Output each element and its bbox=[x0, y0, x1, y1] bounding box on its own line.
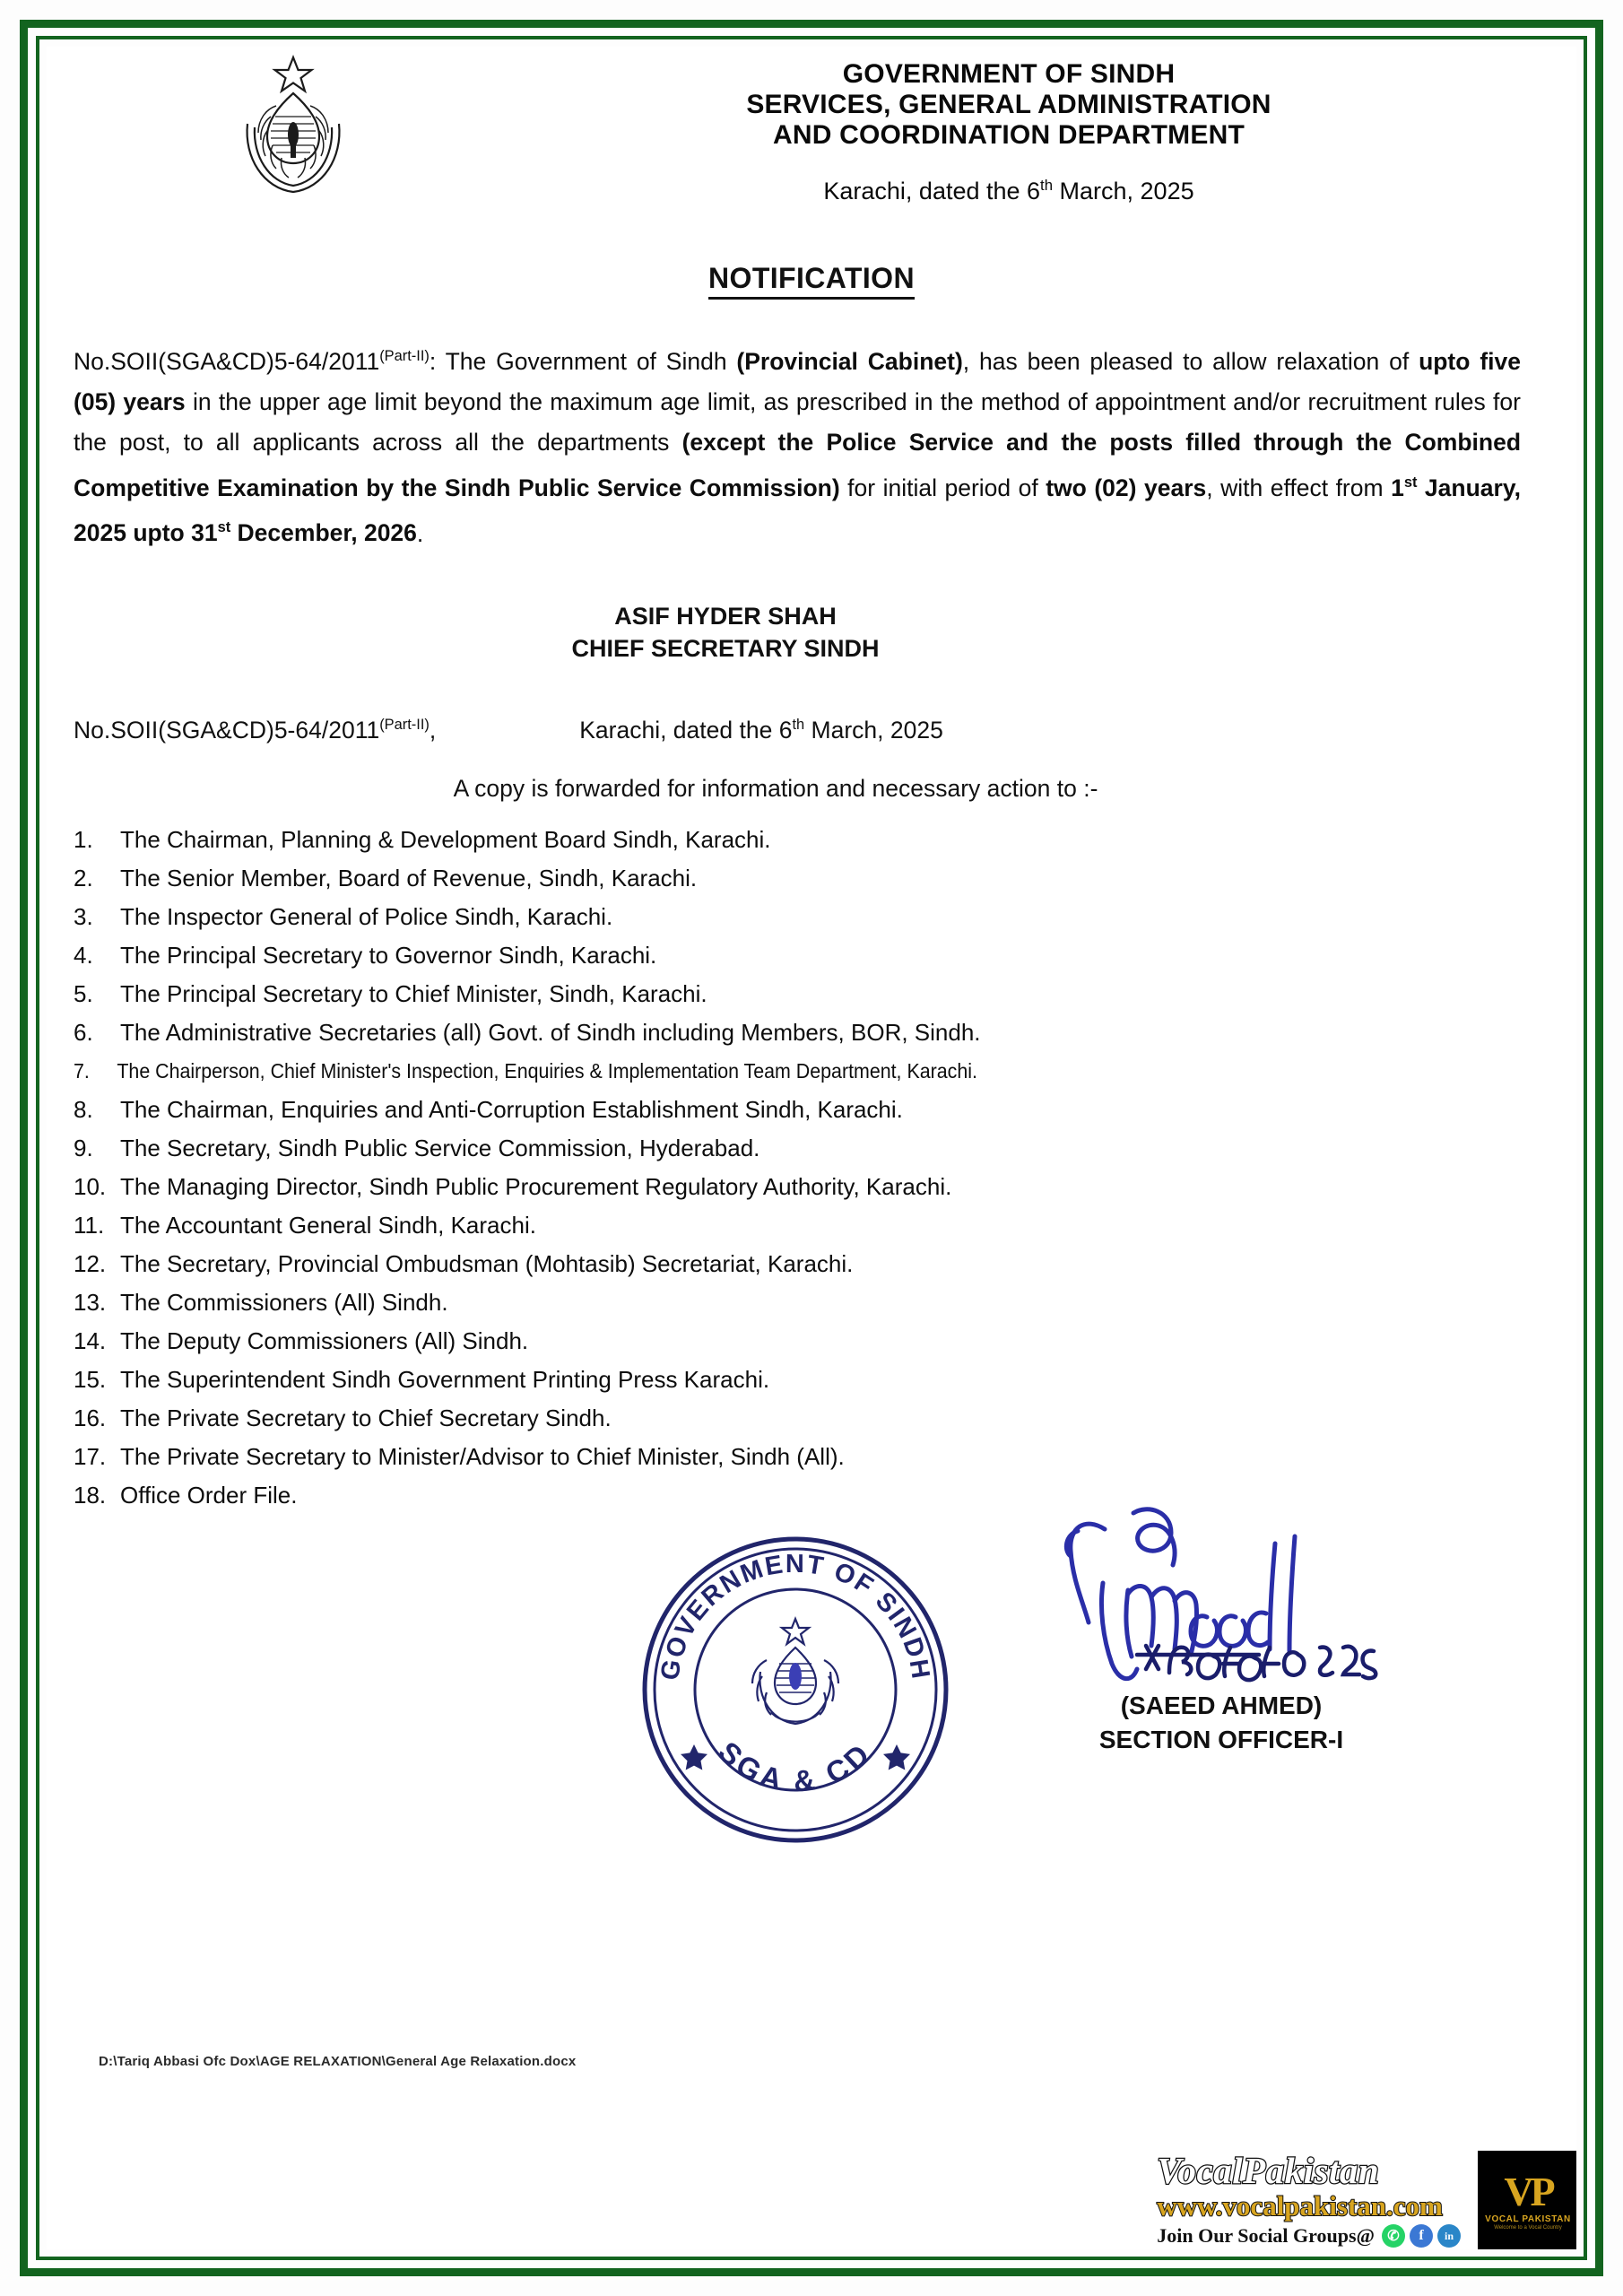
primary-signatory-name: ASIF HYDER SHAH bbox=[614, 603, 837, 631]
list-item-label: The Chairperson, Chief Minister's Inspection, Enquiries & Implementation Team Department, Karachi. bbox=[117, 1059, 977, 1083]
list-item bbox=[74, 936, 1576, 975]
list-item-number: 8. bbox=[74, 1096, 93, 1124]
svg-text:SGA & CD: SGA & CD bbox=[712, 1735, 880, 1799]
list-item-label: The Managing Director, Sindh Public Procurement Regulatory Authority, Karachi. bbox=[120, 1173, 952, 1201]
header-place-date bbox=[468, 172, 1549, 204]
list-item-label: The Chairman, Planning & Development Board Sindh, Karachi. bbox=[120, 826, 771, 854]
list-item-label: The Principal Secretary to Chief Minister, Sindh, Karachi. bbox=[120, 980, 707, 1008]
endorsement-place-date bbox=[579, 717, 943, 744]
body-segment-0: : The Government of Sindh bbox=[429, 347, 737, 375]
list-item-label: The Private Secretary to Minister/Advisor to Chief Minister, Sindh (All). bbox=[120, 1443, 845, 1471]
body-segment-9: 1st January, 2025 upto 31st December, 2026 bbox=[74, 474, 1521, 547]
list-item-number: 15. bbox=[74, 1366, 107, 1394]
watermark-join-row bbox=[1157, 2224, 1465, 2248]
endorsement-date-ordinal: th bbox=[792, 717, 805, 734]
list-item bbox=[74, 975, 1576, 1013]
list-item bbox=[74, 1013, 1576, 1052]
header-org-block bbox=[468, 59, 1549, 204]
list-item bbox=[74, 1283, 1576, 1322]
body-segment-5: (except the Police Service and the posts filled through the Combined Competitive Examination by the Sindh Public Service Commission) bbox=[74, 428, 1522, 501]
list-item-number: 14. bbox=[74, 1327, 107, 1355]
list-item bbox=[74, 1245, 1576, 1283]
list-item bbox=[74, 1322, 1576, 1361]
list-item-number: 3. bbox=[74, 903, 93, 931]
secondary-signatory-text bbox=[988, 1689, 1454, 1757]
body-segment-3: upto five (05) years bbox=[74, 347, 1521, 415]
source-file-path: D:\Tariq Abbasi Ofc Dox\AGE RELAXATION\General Age Relaxation.docx bbox=[99, 2054, 577, 2069]
document-sheet bbox=[47, 47, 1576, 2249]
notification-reference-part: (Part-II) bbox=[379, 348, 430, 364]
page-title bbox=[47, 262, 1576, 295]
list-item bbox=[74, 1129, 1576, 1168]
document-header bbox=[47, 47, 1576, 230]
header-date-ordinal: th bbox=[1040, 177, 1054, 194]
org-line-2: SERVICES, GENERAL ADMINISTRATION bbox=[746, 90, 1271, 119]
list-item-label: The Secretary, Sindh Public Service Commission, Hyderabad. bbox=[120, 1135, 760, 1162]
secondary-signatory-designation: SECTION OFFICER-I bbox=[1098, 1726, 1344, 1754]
body-segment-2: , has been pleased to allow relaxation of bbox=[962, 347, 1419, 375]
notification-body-text bbox=[74, 348, 1521, 547]
list-item bbox=[74, 1438, 1576, 1476]
endorsement-date-suffix: March, 2025 bbox=[804, 717, 943, 744]
list-item bbox=[74, 821, 1576, 859]
list-item-label: The Secretary, Provincial Ombudsman (Mohtasib) Secretariat, Karachi. bbox=[120, 1250, 854, 1278]
list-item-number: 10. bbox=[74, 1173, 107, 1201]
list-item-number: 7. bbox=[74, 1059, 90, 1083]
header-date-prefix: Karachi, dated the 6 bbox=[823, 178, 1041, 204]
linkedin-icon[interactable] bbox=[1437, 2224, 1461, 2248]
endorsement-reference-row bbox=[74, 717, 1521, 744]
svg-text:GOVERNMENT OF SINDH: GOVERNMENT OF SINDH bbox=[655, 1550, 935, 1683]
list-item-number: 11. bbox=[74, 1212, 105, 1239]
list-item-label: The Superintendent Sindh Government Printing Press Karachi. bbox=[120, 1366, 770, 1394]
list-item bbox=[74, 1091, 1576, 1129]
primary-signatory-block bbox=[74, 600, 1377, 665]
header-date-suffix: March, 2025 bbox=[1053, 178, 1194, 204]
body-segment-7: two (02) years bbox=[1046, 474, 1207, 501]
endorsement-reference-part: (Part-II) bbox=[379, 717, 430, 734]
watermark-logo-name: VOCAL PAKISTAN bbox=[1485, 2214, 1571, 2224]
list-item-label: The Administrative Secretaries (all) Govt. of Sindh including Members, BOR, Sindh. bbox=[120, 1019, 981, 1047]
list-item-label: The Commissioners (All) Sindh. bbox=[120, 1289, 448, 1317]
body-segment-4: in the upper age limit beyond the maximum age limit, as prescribed in the method of appointment and/or recruitment rules for the post, to all applicants across all the departments bbox=[74, 387, 1521, 456]
official-round-stamp-icon bbox=[638, 1533, 952, 1847]
facebook-icon[interactable] bbox=[1410, 2224, 1433, 2248]
secondary-signatory-name: (SAEED AHMED) bbox=[1120, 1692, 1323, 1720]
list-item-number: 1. bbox=[74, 826, 93, 854]
list-item-label: The Private Secretary to Chief Secretary Sindh. bbox=[120, 1405, 612, 1432]
sindh-government-emblem-icon bbox=[226, 52, 360, 204]
list-item bbox=[74, 1361, 1576, 1399]
list-item-number: 4. bbox=[74, 942, 93, 970]
list-item-label: The Deputy Commissioners (All) Sindh. bbox=[120, 1327, 529, 1355]
copy-forwarded-line: A copy is forwarded for information and necessary action to :- bbox=[453, 775, 1098, 803]
notification-reference-no: No.SOII(SGA&CD)5-64/2011 bbox=[74, 347, 380, 375]
list-item bbox=[74, 1168, 1576, 1206]
list-item-number: 13. bbox=[74, 1289, 107, 1317]
endorsement-reference-no: No.SOII(SGA&CD)5-64/2011 bbox=[74, 717, 380, 744]
body-segment-8: , with effect from bbox=[1206, 474, 1392, 501]
watermark-brand: VocalPakistan bbox=[1157, 2150, 1380, 2191]
list-item-number: 12. bbox=[74, 1250, 107, 1278]
whatsapp-icon[interactable] bbox=[1382, 2224, 1405, 2248]
list-item-label: Office Order File. bbox=[120, 1482, 298, 1509]
list-item bbox=[74, 1476, 1576, 1515]
endorsement-reference bbox=[74, 717, 436, 744]
list-item bbox=[74, 1399, 1576, 1438]
watermark-join-label: Join Our Social Groups@ bbox=[1157, 2224, 1375, 2247]
linkedin-icon-glyph: in bbox=[1444, 2229, 1454, 2242]
body-segment-1: (Provincial Cabinet) bbox=[736, 347, 963, 375]
watermark-text-block bbox=[1150, 2145, 1474, 2249]
list-item-number: 5. bbox=[74, 980, 93, 1008]
org-line-3: AND COORDINATION DEPARTMENT bbox=[773, 120, 1245, 150]
watermark-website[interactable]: www.vocalpakistan.com bbox=[1157, 2190, 1443, 2222]
list-item-label: The Principal Secretary to Governor Sindh, Karachi. bbox=[120, 942, 657, 970]
list-item-label: The Senior Member, Board of Revenue, Sindh, Karachi. bbox=[120, 865, 698, 892]
endorsement-reference-suffix: , bbox=[429, 717, 437, 744]
list-item-number: 17. bbox=[74, 1443, 107, 1471]
watermark-logo-mark: VP bbox=[1504, 2169, 1552, 2214]
list-item-number: 16. bbox=[74, 1405, 107, 1432]
watermark-logo-subtitle: Welcome to a Vocal Country bbox=[1494, 2225, 1562, 2231]
list-item-number: 2. bbox=[74, 865, 93, 892]
watermark-logo-tile bbox=[1478, 2151, 1576, 2249]
stamp-and-signature-area bbox=[47, 1511, 1576, 1897]
org-line-1: GOVERNMENT OF SINDH bbox=[842, 59, 1176, 89]
endorsement-date-prefix: Karachi, dated the 6 bbox=[579, 717, 793, 744]
list-item bbox=[74, 859, 1576, 898]
list-item-label: The Chairman, Enquiries and Anti-Corruption Establishment Sindh, Karachi. bbox=[120, 1096, 903, 1124]
distribution-list bbox=[74, 821, 1576, 1515]
body-segment-6: for initial period of bbox=[839, 474, 1046, 501]
page-title-text: NOTIFICATION bbox=[708, 262, 915, 300]
list-item-number: 9. bbox=[74, 1135, 93, 1162]
list-item-label: The Inspector General of Police Sindh, Karachi. bbox=[120, 903, 613, 931]
list-item-number: 18. bbox=[74, 1482, 107, 1509]
notification-body bbox=[74, 336, 1521, 665]
list-item-label: The Accountant General Sindh, Karachi. bbox=[120, 1212, 536, 1239]
list-item bbox=[74, 898, 1576, 936]
body-segment-10: . bbox=[416, 519, 424, 547]
primary-signatory-designation: CHIEF SECRETARY SINDH bbox=[571, 635, 880, 663]
list-item-number: 6. bbox=[74, 1019, 93, 1047]
watermark-branding bbox=[1150, 2145, 1576, 2249]
facebook-icon-glyph: f bbox=[1419, 2228, 1424, 2243]
handwritten-signature-icon bbox=[970, 1497, 1472, 1694]
notification-paragraph bbox=[74, 336, 1521, 553]
watermark-social-icons bbox=[1382, 2224, 1465, 2248]
list-item bbox=[74, 1206, 1576, 1245]
whatsapp-icon-glyph: ✆ bbox=[1387, 2229, 1400, 2244]
list-item bbox=[74, 1052, 1471, 1091]
